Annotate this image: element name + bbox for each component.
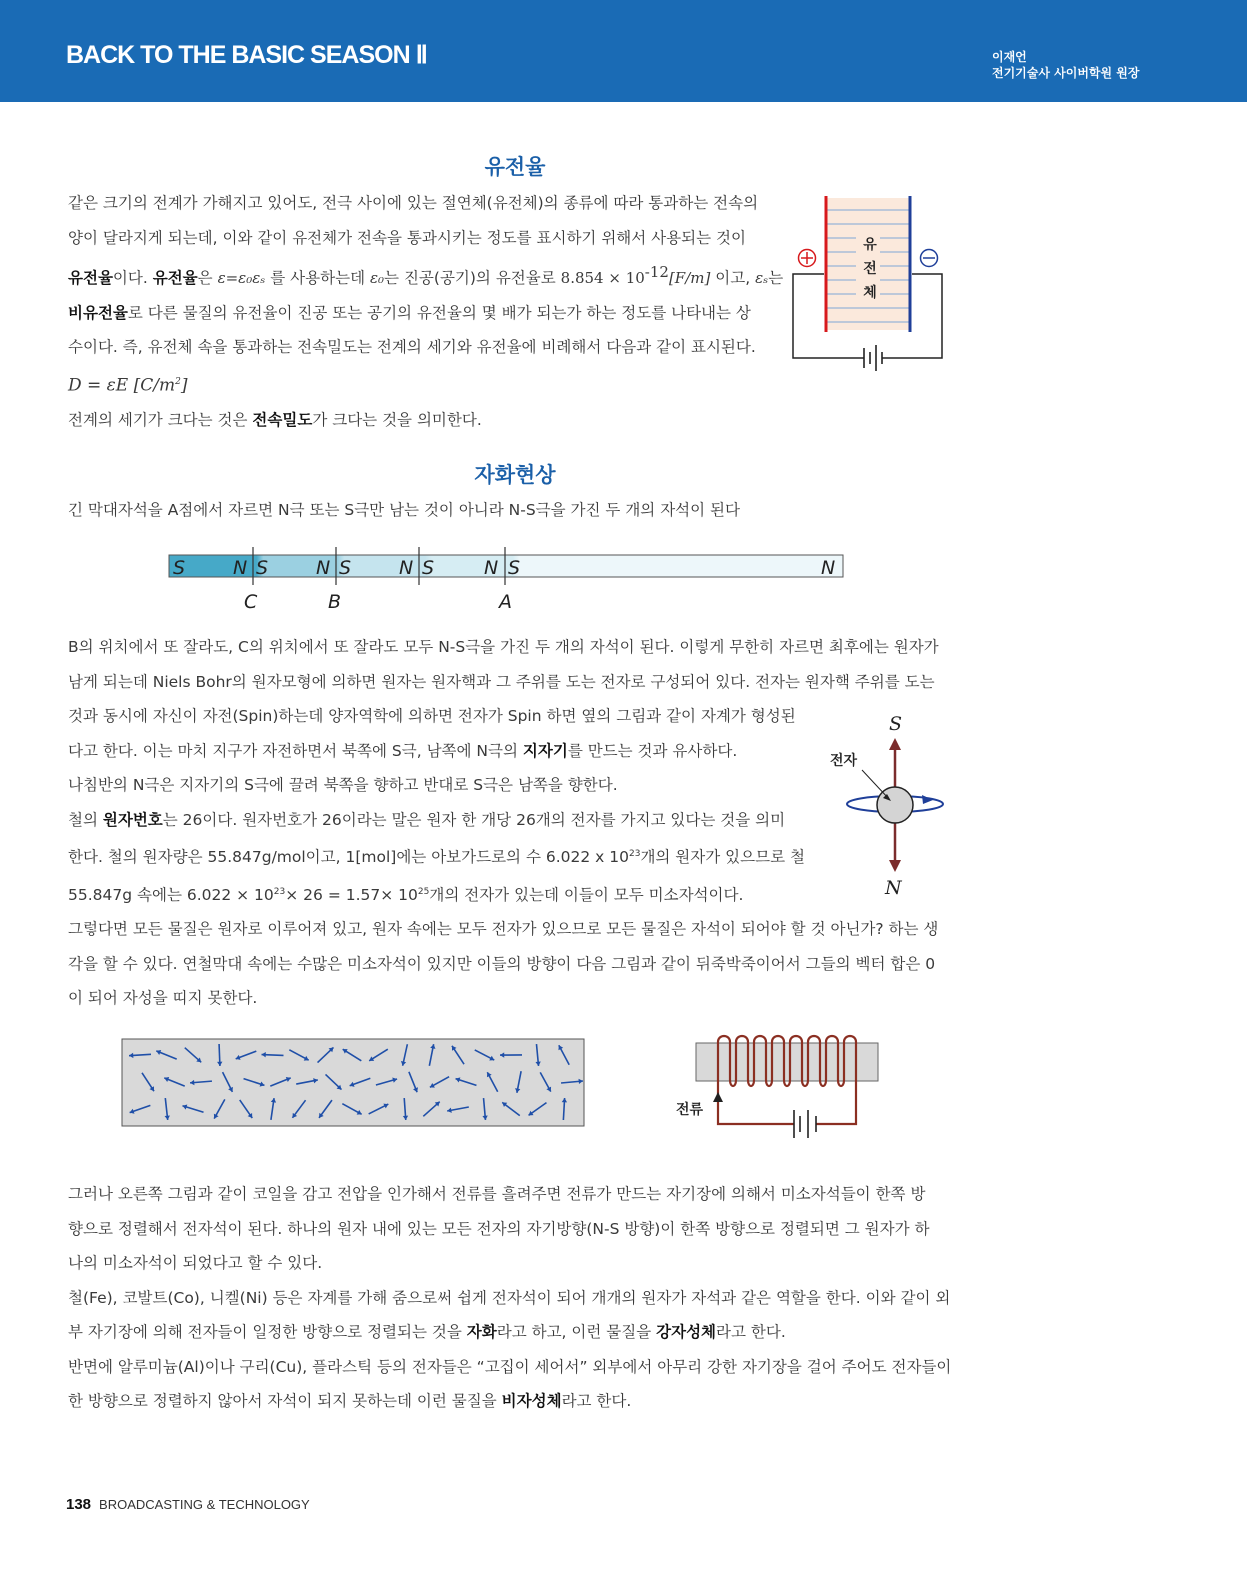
iron-core — [696, 1043, 878, 1081]
pole-label: S — [173, 557, 186, 579]
page-number: 138 — [66, 1496, 92, 1513]
text-line: 이 되어 자성을 띠지 못한다. — [68, 989, 258, 1008]
text-line: 남게 되는데 Niels Bohr의 원자모형에 의하면 원자는 원자핵과 그 주위를 도는 전자로 구성되어 있다. 전자는 원자핵 주위를 도는 — [68, 672, 935, 691]
author-block — [992, 49, 1139, 81]
pole-label: S — [256, 557, 269, 579]
text-line: 부 자기장에 의해 전자들이 일정한 방향으로 정렬되는 것을 자화라고 하고, 이런 물질을 강자성체라고 한다. — [68, 1323, 786, 1341]
section-title-magnetization: 자화현상 — [474, 463, 556, 487]
text-line: 철의 원자번호는 26이다. 원자번호가 26이라는 말은 원자 한 개당 26개의 전자를 가지고 있다는 것을 의미 — [68, 810, 786, 829]
magazine-name: BROADCASTING & TECHNOLOGY — [99, 1497, 310, 1512]
text-line: 그러나 오른쪽 그림과 같이 코일을 감고 전압을 인가해서 전류를 흘려주면 전류가 만드는 자기장에 의해서 미소자석들이 한쪽 방 — [68, 1185, 926, 1203]
text-line: 한다. 철의 원자량은 55.847g/mol이고, 1[mol]에는 아보가드로의 수 6.022 x $10^{23}$개의 원자가 있으므로 철 — [68, 848, 805, 867]
text-line: 반면에 알루미늄(Al)이나 구리(Cu), 플라스틱 등의 전자들은 “고집이 세어서” 외부에서 아무리 강한 자기장을 걸어 주어도 전자들이 — [68, 1357, 952, 1376]
magnetization-paragraph-2 — [68, 1177, 958, 1419]
section-title-permittivity: 유전율 — [484, 155, 546, 179]
text-line: 수이다. 즉, 유전체 속을 통과하는 전속밀도는 전계의 세기와 유전율에 비례해서 다음과 같이 표시된다. — [68, 338, 756, 357]
text-line: 향으로 정렬해서 전자석이 된다. 하나의 원자 내에 있는 모든 전자의 자기방향(N-S 방향)이 한쪽 방향으로 정렬되면 그 원자가 하 — [68, 1219, 930, 1238]
battery-icon — [794, 1110, 816, 1138]
text-line: 다고 한다. 이는 마치 지구가 자전하면서 북쪽에 S극, 남쪽에 N극의 지자기를 만드는 것과 유사하다. — [68, 741, 738, 760]
arrow-down-icon — [889, 860, 901, 872]
text-line: 그렇다면 모든 물질은 원자로 이루어져 있고, 원자 속에는 모두 전자가 있으므로 모든 물질은 자석이 되어야 할 것 아닌가? 하는 생 — [68, 920, 939, 939]
plus-icon — [799, 250, 816, 267]
text-line: 철(Fe), 코발트(Co), 니켈(Ni) 등은 자계를 가해 줌으로써 쉽게 전자석이 되어 개개의 원자가 자석과 같은 역할을 한다. 이와 같이 외 — [68, 1288, 951, 1307]
circuit-wire — [816, 1102, 856, 1124]
pole-label: S — [339, 557, 352, 579]
dielectric-char: 체 — [863, 285, 877, 301]
bold-term: 원자번호 — [102, 810, 163, 829]
text-line: 전계의 세기가 크다는 것은 전속밀도가 크다는 것을 의미한다. — [68, 410, 482, 429]
page-header — [0, 0, 1247, 102]
pole-label: N — [484, 557, 499, 579]
rotation-arrow-icon — [922, 795, 933, 804]
current-arrow-icon — [713, 1092, 723, 1102]
capacitor-diagram — [790, 190, 960, 375]
pole-label: N — [399, 557, 414, 579]
text-line: 비유전율로 다른 물질의 유전율이 진공 또는 공기의 유전율의 몇 배가 되는가 하는 정도를 나타내는 상 — [68, 303, 751, 322]
pole-label: N — [233, 557, 248, 579]
author-title: 전기기술사 사이버학원 원장 — [992, 66, 1140, 80]
pole-label-bottom: N — [885, 877, 902, 899]
series-title: BACK TO THE BASIC SEASON Ⅱ — [66, 41, 427, 69]
text-line: 55.847g 속에는 $6.022 \times 10^{23}\times 26 = 1.57\times 10^{25}$개의 전자가 있는데 이들이 모두 미소자석이다. — [68, 885, 744, 904]
text-line: 한 방향으로 정렬하지 않아서 자석이 되지 못하는데 이런 물질을 비자성체라고 한다. — [68, 1392, 632, 1410]
bold-term: 지자기 — [522, 741, 568, 760]
pole-label: S — [422, 557, 435, 579]
arrow-up-icon — [889, 738, 901, 750]
text-line: 것과 동시에 자신이 자전(Spin)하는데 양자역학에 의하면 전자가 Spin 하면 옆의 그림과 같이 자계가 형성된 — [68, 707, 796, 725]
circuit-wire — [718, 1102, 794, 1124]
magnetization-intro: 긴 막대자석을 A점에서 자르면 N극 또는 S극만 남는 것이 아니라 N-S극을 가진 두 개의 자석이 된다 — [68, 501, 740, 519]
electron-spin-diagram — [825, 708, 965, 903]
minus-icon — [921, 250, 938, 267]
flux-density-formula: D = εE $[C/m^2]$ — [68, 375, 188, 396]
pole-label-top: S — [889, 713, 903, 735]
bold-term: 자화 — [466, 1323, 497, 1341]
pole-label: S — [508, 557, 521, 579]
permittivity-paragraph — [68, 186, 788, 437]
text-line: 각을 할 수 있다. 연철막대 속에는 수많은 미소자석이 있지만 이들의 방향이 다음 그림과 같이 뒤죽박죽이어서 그들의 벡터 합은 0 — [68, 954, 936, 973]
pole-label: N — [821, 557, 836, 579]
bar-magnet-diagram — [165, 545, 855, 620]
page-footer — [66, 1496, 310, 1513]
author-name: 이재언 — [992, 50, 1027, 64]
bold-term: 비유전율 — [68, 303, 128, 322]
bold-term: 비자성체 — [501, 1392, 562, 1410]
cut-label: B — [328, 591, 342, 613]
battery-icon — [864, 345, 882, 371]
text-line: 나의 미소자석이 되었다고 할 수 있다. — [68, 1254, 323, 1272]
bold-term: 유전율 — [68, 269, 113, 288]
dielectric-char: 전 — [863, 261, 877, 277]
bold-term: 유전율 — [152, 269, 198, 288]
pointer-line — [862, 770, 889, 799]
electron-label: 전자 — [830, 753, 858, 769]
cut-label: A — [499, 591, 512, 613]
text-line: 같은 크기의 전계가 가해지고 있어도, 전극 사이에 있는 절연체(유전체)의 종류에 따라 통과하는 전속의 — [68, 194, 759, 212]
current-label: 전류 — [676, 1102, 704, 1118]
formula: ε=ε₀εₛ — [217, 269, 266, 288]
text-line: 양이 달라지게 되는데, 이와 같이 유전체가 전속을 통과시키는 정도를 표시하기 위해서 사용되는 것이 — [68, 228, 746, 247]
text-line: 유전율이다. 유전율은 ε=ε₀εₛ 를 사용하는데 ε₀는 진공(공기)의 유전율로 $8.854 \times 10^{-12}[F/m]$ 이고, εₛ는 — [68, 263, 784, 288]
electromagnet-diagram — [672, 1030, 892, 1150]
bold-term: 전속밀도 — [252, 410, 313, 429]
text-line: 나침반의 N극은 지자기의 S극에 끌려 북쪽을 향하고 반대로 S극은 남쪽을 향한다. — [68, 776, 618, 794]
bar-magnet — [169, 555, 843, 577]
bold-term: 강자성체 — [656, 1323, 717, 1341]
pole-label: N — [316, 557, 331, 579]
text-line: B의 위치에서 또 잘라도, C의 위치에서 또 잘라도 모두 N-S극을 가진 두 개의 자석이 된다. 이렇게 무한히 자르면 최후에는 원자가 — [68, 638, 939, 656]
dielectric-char: 유 — [863, 237, 877, 253]
cut-label: C — [244, 591, 258, 613]
random-micro-magnets-diagram — [120, 1037, 590, 1131]
